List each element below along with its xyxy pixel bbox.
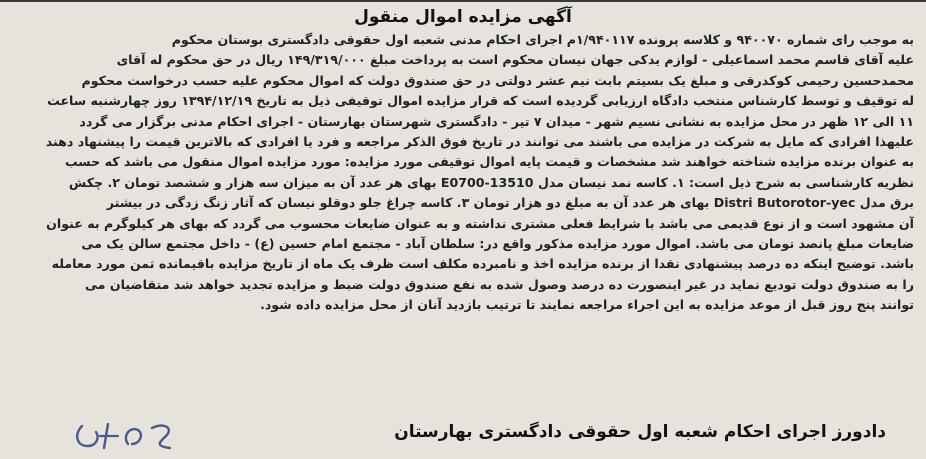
notice-line: محمدحسین رحیمی کوکدرقی و مبلغ یک بسیتم بابت نیم عشر دولتی در حق صندوق دولت که اموال محکوم علیه حسب درخواست محکوم bbox=[81, 72, 914, 88]
notice-line: به موجب رای شماره ۹۴۰۰۷۰ و کلاسه پرونده ۱/۹۴۰۱۱۷م اجرای احکام مدنی شعبه اول حقوقی دادگستری بوستان محکوم bbox=[171, 32, 914, 47]
notice-line: باشد. توضیح اینکه ده درصد پیشنهادی نقدا از برنده مزایده اخذ و نامبرده مکلف است ظرف یک ماه از تاریخ مزایده باقیمانده ثمن مورد معامله bbox=[51, 256, 914, 272]
signature-line: دادورز اجرای احکام شعبه اول حقوقی دادگستری بهارستان bbox=[394, 422, 886, 442]
notice-line: علیهذا افرادی که مایل به شرکت در مزایده می باشند می توانند در تاریخ فوق الذکر مراجعه و فرد یا افرادی که بالاترین قیمت را پیشنهاد دهند bbox=[45, 134, 914, 150]
notice-line: توانند پنج روز قبل از موعد مزایده به این اجراء مراجعه نمایند تا ترتیب بازدید آنان از محل مزایده داده شود. bbox=[260, 297, 914, 313]
notice-title: آگهی مزایده اموال منقول bbox=[354, 7, 572, 27]
notice-line: له توقیف و توسط کارشناس منتخب دادگاه ارزیابی گردیده است که قرار مزایده اموال توقیفی ذیل به تاریخ ۱۳۹۴/۱۲/۱۹ روز چهارشنبه ساعت bbox=[47, 93, 914, 109]
handwritten-code-icon bbox=[70, 416, 190, 456]
notice-line: آن مشهود است و از نوع قدیمی می باشد با شرایط فعلی مشتری نداشته و به عنوان ضایعات محسوب می گردد که بهای هر کیلوگرم به عنوان bbox=[46, 215, 914, 231]
notice-line: ضایعات مبلغ پانصد تومان می باشد. اموال مورد مزایده مذکور واقع در: سلطان آباد - مجتمع امام حسین (ع) - داخل مجتمع سالن یک می bbox=[81, 236, 914, 252]
notice-line: علیه آقای قاسم محمد اسماعیلی - لوازم یدکی جهان نیسان محکوم است به پرداخت مبلغ ۱۴۹/۳۱۹/۰۰۰ ریال در حق محکوم له آقای bbox=[116, 52, 914, 68]
notice-line: ۱۱ الی ۱۲ ظهر در محل مزایده به نشانی نسیم شهر - میدان ۷ تیر - دادگستری شهرستان بهارستان - اجرای احکام مدنی برگزار می گردد bbox=[79, 113, 914, 129]
notice-line: به عنوان برنده مزایده شناخته خواهند شد مشخصات و قیمت پایه اموال توقیفی مورد مزایده: مورد مزایده اموال منقول می باشد که حسب bbox=[64, 154, 914, 170]
notice-line: را به صندوق دولت تودیع نماید در غیر اینصورت ده درصد وصول شده به نفع صندوق دولت ضبط و مزایده تجدید خواهد شد متقاضیان می bbox=[84, 276, 914, 292]
notice-line: نظریه کارشناسی به شرح ذیل است: ۱. کاسه نمد نیسان مدل E0700-13510 بهای هر عدد آن به میزان سه هزار و ششصد تومان ۲. چکش bbox=[68, 174, 914, 190]
notice-body bbox=[12, 30, 914, 316]
notice-line: برق مدل Distri Butorotor-yec بهای هر عدد آن به مبلغ دو هزار تومان ۳. کاسه چراغ جلو دوقلو نیسان که آثار زنگ زدگی در بیشتر bbox=[106, 195, 914, 211]
